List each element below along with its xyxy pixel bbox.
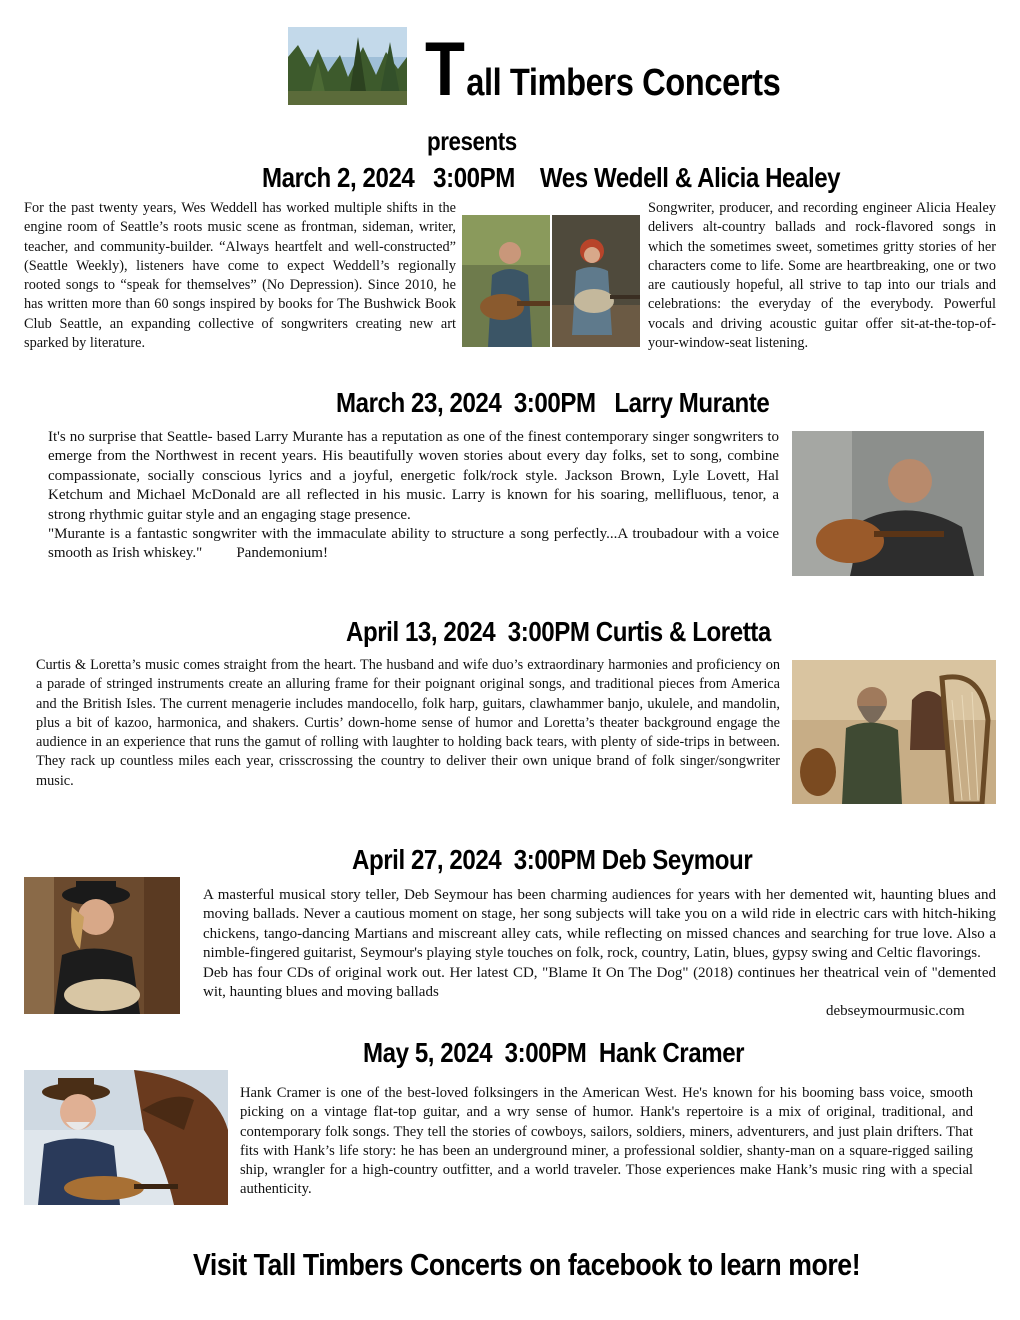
event-4-text-2: Deb has four CDs of original work out. Her latest CD, "Blame It On The Dog" (2018) continues her theatrical vein of "demented wit, haunting blues and moving ballads: [203, 964, 996, 1001]
event-2-quote-source: Pandemonium!: [236, 545, 328, 562]
event-4-heading: April 27, 2024 3:00PM Deb Seymour: [352, 844, 753, 875]
event-4-text-box: [203, 886, 996, 1002]
event-4-website: debseymourmusic.com: [826, 1003, 965, 1019]
event-2-heading: March 23, 2024 3:00PM Larry Murante: [336, 387, 770, 418]
event-1-right-text: Songwriter, producer, and recording engineer Alicia Healey delivers alt-country ballads and rock-flavored songs in which the sometimes sweet, sometimes gritty stories of her characters come to life. Some are heartbreaking, one or two are cautiously hopeful, all strive to tap into our trials and celebrations: the everyday of the everybody. Powerful vocals and driving acoustic guitar offer sit-at-the-top-of-your-window-seat listening.: [648, 200, 996, 352]
event-1-left-text-box: [24, 199, 456, 366]
event-3-text-box: [36, 656, 780, 791]
event-3-heading: April 13, 2024 3:00PM Curtis & Loretta: [346, 616, 771, 647]
event-3-text: Curtis & Loretta’s music comes straight from the heart. The husband and wife duo’s extraordinary harmonies and proficiency on a parade of stringed instruments create an alluring frame for their poignant original songs, and traditional pieces from America and the British Isles. The current menagerie includes mandocello, folk harp, guitars, clawhammer banjo, ukulele, and mandolin, plus a bit of kazoo, harmonica, and shakers. Curtis’ down-home sense of humor and Loretta’s theater background engage the audience in an experience that runs the gamut of rolling with laughter to holding back tears, with plenty of side-trips in between. They rack up countless miles each year, crisscrossing the country to deliver their own unique brand of folk singer/songwriter music.: [36, 657, 780, 789]
event-2-text: It's no surprise that Seattle- based Larry Murante has a reputation as one of the finest contemporary singer songwriters to emerge from the Northwest in recent years. His beautifully woven stories about every day folks, set to song, combine compassionate, socially conscious lyrics and a joyful, energetic folk/rock style. Jackson Brown, Lyle Lovett, Hal Ketchum and Michael McDonald are all reflected in his music. Larry is known for his soaring, mellifluous, tenor, a strong rhythmic guitar style and an engaging stage presence.: [48, 429, 779, 523]
title-initial: T: [425, 27, 465, 112]
event-5-text: Hank Cramer is one of the best-loved folksingers in the American West. He's known for his booming bass voice, smooth picking on a vintage flat-top guitar, and a wry sense of humor. Hank's repertoire is a mix of original, traditional, and contemporary folk songs. They tell the stories of cowboys, sailors, soldiers, miners, adventurers, and just plain drifters. That fits with Hank’s life story: he has been an underground miner, a professional soldier, shanty-man on a square-rigged sailing ship, wrangler for a high-country outfitter, and a world traveler. Those experiences make Hank’s music ring with a special authenticity.: [240, 1085, 973, 1198]
event-1-heading: March 2, 2024 3:00PM Wes Wedell & Alicia Healey: [262, 162, 841, 193]
curtis-loretta-photo: [792, 660, 996, 804]
page-title: [425, 27, 781, 112]
alicia-healey-photo: [552, 215, 640, 347]
event-5-text-box: [240, 1084, 973, 1200]
event-4-text: A masterful musical story teller, Deb Seymour has been charming audiences for years with her demented wit, haunting blues and moving ballads. Never a cautious moment on stage, her song subjects will take you on a wild ride in electric cars with hitch-hiking chickens, tango-dancing Martians and miscreant alley cats, while reflecting on missed chances and searching for true love. Also a nimble-fingered guitarist, Seymour's playing style touches on folk, rock, country, Latin, blues, gypsy swing and Celtic flavorings.: [203, 887, 996, 962]
presents-label: presents: [427, 126, 517, 156]
event-2-quote: "Murante is a fantastic songwriter with the immaculate ability to structure a song perfectly...A troubadour with a voice smooth as Irish whiskey.": [48, 526, 779, 562]
event-2-quote-line: [48, 525, 779, 564]
event-5-heading: May 5, 2024 3:00PM Hank Cramer: [363, 1037, 745, 1068]
event-1-right-text-box: [648, 199, 996, 366]
event-2-text-box: [48, 428, 779, 564]
footer-cta: Visit Tall Timbers Concerts on facebook to learn more!: [193, 1247, 861, 1282]
title-rest: all Timbers Concerts: [466, 62, 781, 104]
forest-photo: [288, 27, 407, 105]
hank-cramer-photo: [24, 1070, 228, 1205]
event-1-left-text: For the past twenty years, Wes Weddell has worked multiple shifts in the engine room of Seattle’s roots music scene as frontman, sideman, writer, teacher, and community-builder. “Always heartfelt and well-constructed” (Seattle Weekly), listeners have come to expect Weddell’s regionally rooted songs to “speak for themselves” (No Depression). Since 2010, he has written more than 60 songs inspired by books for The Bushwick Book Club Seattle, an expanding collective of songwriters creating new art sparked by literature.: [24, 200, 456, 352]
wes-weddell-photo: [462, 215, 550, 347]
deb-seymour-photo: [24, 877, 180, 1014]
larry-murante-photo: [792, 431, 984, 576]
